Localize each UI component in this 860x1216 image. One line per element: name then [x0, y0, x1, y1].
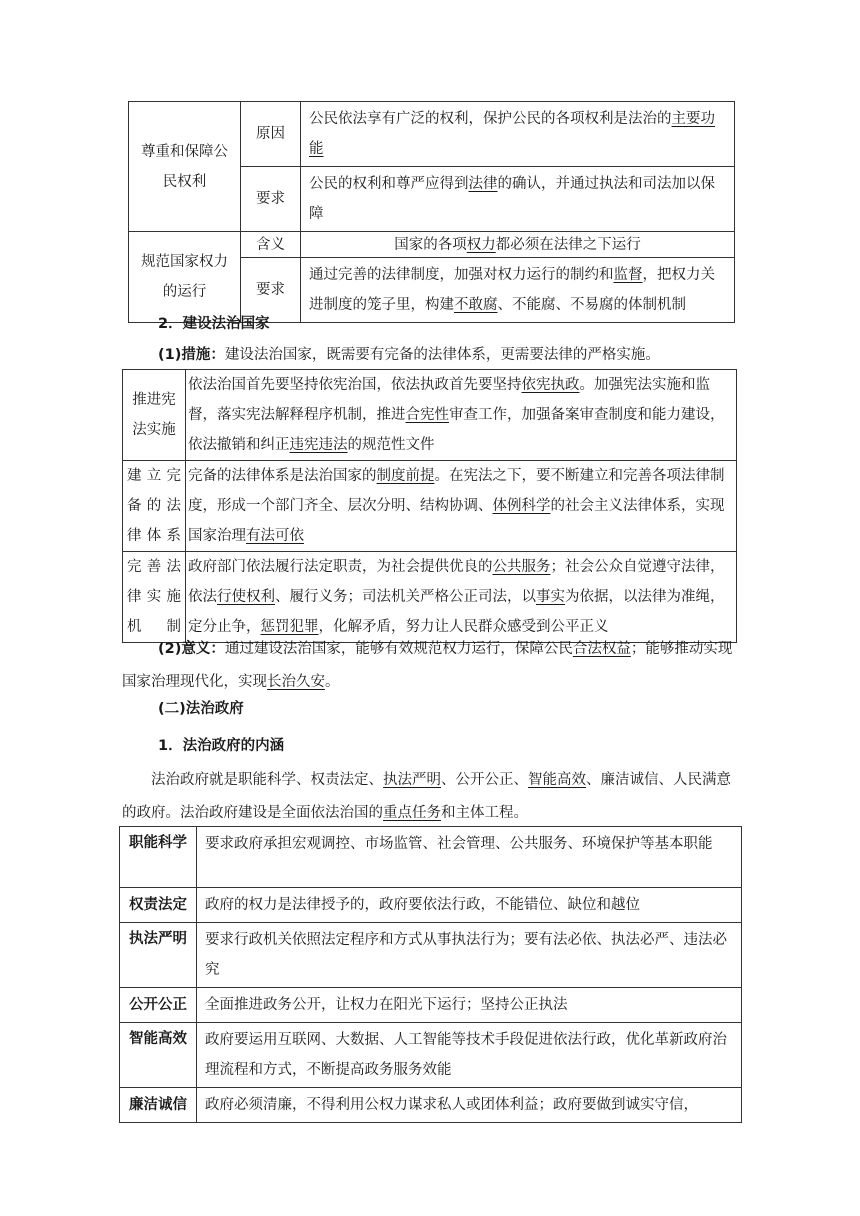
measure-text-legal-system: 完备的法律体系是法治国家的制度前提。在宪法之下，要不断建立和完善各项法律制度，形成一个部门齐全、层次分明、结构协调、体例科学的社会主义法律体系，实现国家治理有法可依	[186, 461, 737, 552]
aspect-requirement: 要求	[241, 167, 301, 232]
reason-text: 公民依法享有广泛的权利，保护公民的各项权利是法治的主要功能	[301, 102, 735, 167]
trait-text-2: 政府的权力是法律授予的，政府要依法行政，不能错位、缺位和越位	[197, 888, 742, 923]
measures-label: (1)措施：	[158, 347, 225, 363]
measures-text: 建设法治国家，既需要有完备的法律体系，更需要法律的严格实施。	[224, 347, 660, 363]
topic-power: 规范国家权力的运行	[129, 232, 241, 323]
measures-table	[122, 369, 737, 643]
trait-label-2: 权责法定	[120, 888, 197, 923]
trait-text-6: 政府必须清廉，不得利用公权力谋求私人或团体利益；政府要做到诚实守信，	[197, 1088, 742, 1123]
trait-text-1: 要求政府承担宏观调控、市场监管、社会管理、公共服务、环境保护等基本职能	[197, 827, 742, 888]
government-traits-table	[119, 826, 742, 1123]
section-heading-law-government: (二)法治政府	[158, 701, 244, 717]
aspect-meaning: 含义	[241, 232, 301, 258]
measure-label-legal-system: 建立完备的法律体系	[123, 461, 186, 552]
significance-paragraph: (2)意义：通过建设法治国家，能够有效规范权力运行，保障公民合法权益；能够推动实现国家治理现代化，实现长治久安。	[122, 641, 733, 690]
rights-power-table	[128, 101, 735, 323]
aspect-reason: 原因	[241, 102, 301, 167]
government-paragraph: 法治政府就是职能科学、权责法定、执法严明、公开公正、智能高效、廉洁诚信、人民满意的政府。法治政府建设是全面依法治国的重点任务和主体工程。	[122, 772, 731, 821]
trait-label-4: 公开公正	[120, 988, 197, 1023]
trait-text-3: 要求行政机关依照法定程序和方式从事执法行为；要有法必依、执法必严、违法必究	[197, 923, 742, 988]
measure-label-implementation: 完善法律实施机制	[123, 552, 186, 643]
meaning-text: 国家的各项权力都必须在法律之下运行	[301, 232, 735, 258]
measure-text-implementation: 政府部门依法履行法定职责，为社会提供优良的公共服务；社会公众自觉遵守法律，依法行使权利、履行义务；司法机关严格公正司法，以事实为依据，以法律为准绳，定分止争，惩罚犯罪，化解矛盾，努力让人民群众感受到公平正义	[186, 552, 737, 643]
trait-label-3: 执法严明	[120, 923, 197, 988]
aspect-requirement-2: 要求	[241, 258, 301, 323]
power-requirement-text: 通过完善的法律制度，加强对权力运行的制约和监督，把权力关进制度的笼子里，构建不敢腐、不能腐、不易腐的体制机制	[301, 258, 735, 323]
requirement-text: 公民的权利和尊严应得到法律的确认，并通过执法和司法加以保障	[301, 167, 735, 232]
measure-label-constitution: 推进宪法实施	[123, 370, 186, 461]
trait-label-5: 智能高效	[120, 1023, 197, 1088]
trait-label-1: 职能科学	[120, 827, 197, 888]
topic-rights: 尊重和保障公民权利	[129, 102, 241, 232]
trait-text-4: 全面推进政务公开，让权力在阳光下运行；坚持公正执法	[197, 988, 742, 1023]
measure-text-constitution: 依法治国首先要坚持依宪治国，依法执政首先要坚持依宪执政。加强宪法实施和监督，落实宪法解释程序机制，推进合宪性审查工作，加强备案审查制度和能力建设，依法撤销和纠正违宪违法的规范性文件	[186, 370, 737, 461]
trait-text-5: 政府要运用互联网、大数据、人工智能等技术手段促进依法行政，优化革新政府治理流程和方式，不断提高政务服务效能	[197, 1023, 742, 1088]
sub-heading-connotation: 1．法治政府的内涵	[158, 738, 285, 754]
measures-line	[158, 340, 660, 370]
trait-label-6: 廉洁诚信	[120, 1088, 197, 1123]
significance-label: (2)意义：	[158, 641, 225, 657]
section-heading-rule-of-law-country: 2．建设法治国家	[158, 316, 270, 332]
